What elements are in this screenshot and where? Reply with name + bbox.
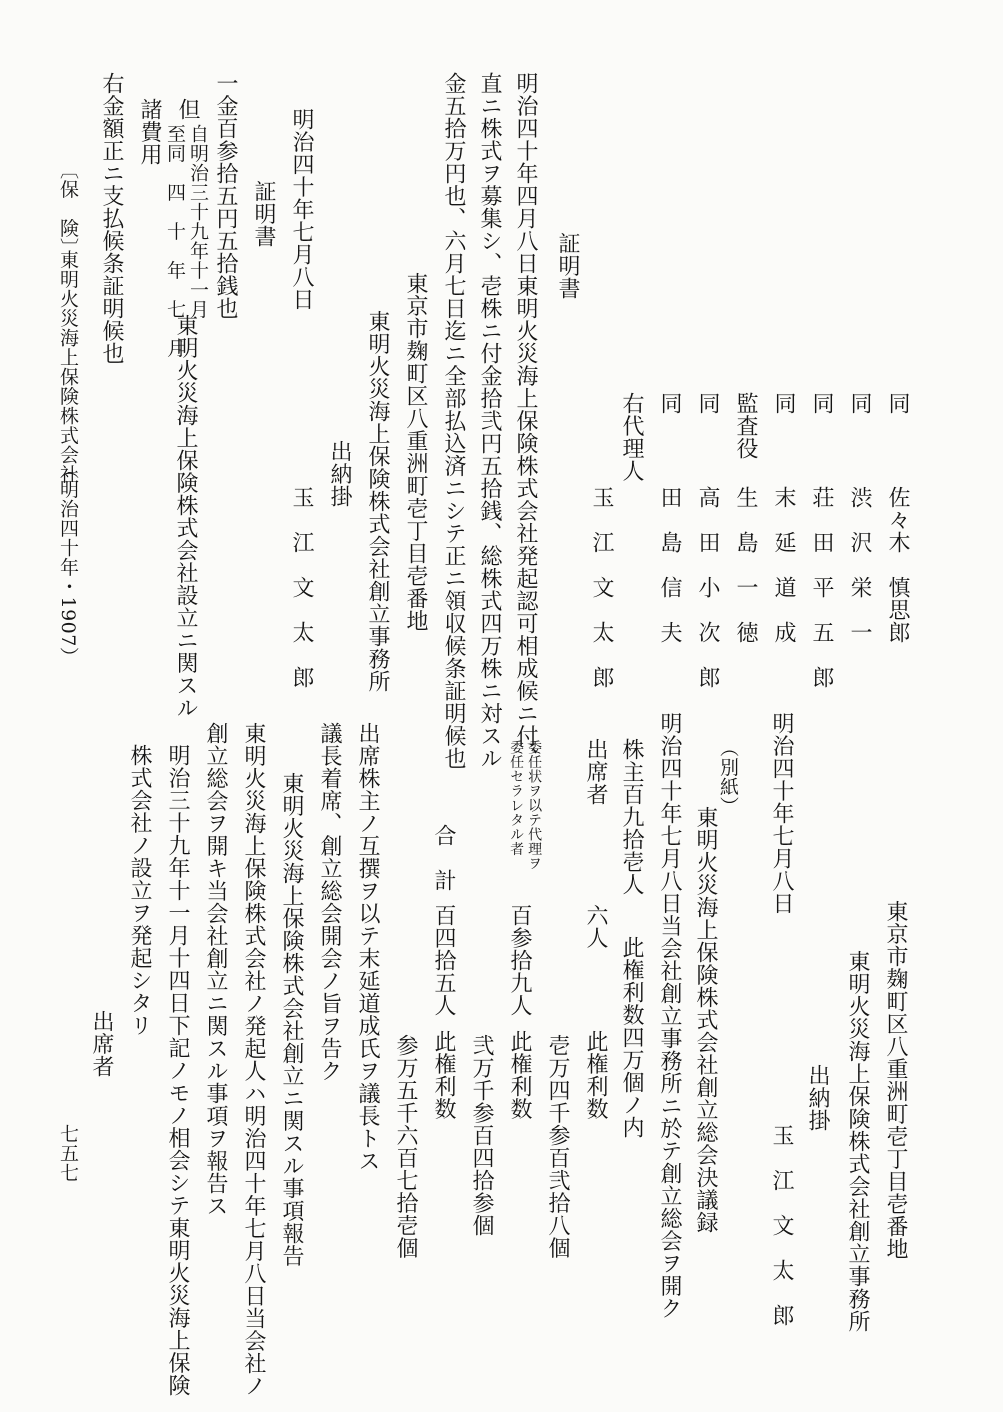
member-role: 同 bbox=[847, 392, 872, 415]
meeting-line: 明治四十年七月八日当会社創立事務所ニ於テ創立総会ヲ開ク bbox=[657, 712, 682, 1320]
report-line: 明治三十九年十一月十四日下記ノモノ相会シテ東明火災海上保険 bbox=[165, 744, 190, 1397]
certificate-company: 東明火災海上保険株式会社創立事務所 bbox=[365, 310, 390, 693]
footer-label: 〔保 険〕 bbox=[57, 160, 79, 258]
proxy-label-line: 委任セラレタル者 bbox=[508, 740, 525, 856]
office-company: 東明火災海上保険株式会社創立事務所 bbox=[845, 950, 870, 1333]
member-name: 荘 田 平 五 郎 bbox=[809, 486, 834, 689]
certificate-body-line: 直ニ株式ヲ募集シ、壱株ニ付金拾弐円五拾銭、総株式四万株ニ対スル bbox=[477, 72, 502, 770]
member-role: 同 bbox=[657, 392, 682, 415]
shareholders-rights: 此権利数四万個ノ内 bbox=[619, 936, 644, 1139]
office-address: 東京市麹町区八重洲町壱丁目壱番地 bbox=[883, 900, 908, 1260]
footer-company: 東明火災海上保険株式会社 bbox=[57, 250, 79, 484]
total-label: 合 計 bbox=[431, 824, 456, 892]
certificate-proviso: 但 bbox=[175, 98, 200, 121]
member-name: 佐々木 慎思郎 bbox=[885, 486, 910, 644]
member-role: 同 bbox=[809, 392, 834, 415]
member-name: 末 延 道 成 bbox=[771, 486, 796, 644]
member-name: 高 田 小 次 郎 bbox=[695, 486, 720, 689]
annex-label: （別紙） bbox=[717, 738, 739, 816]
attendees-count: 六人 bbox=[583, 904, 608, 949]
member-name: 生 島 一 徳 bbox=[733, 486, 758, 644]
proxy-label-line: 委任状ヲ以テ代理ヲ bbox=[526, 740, 543, 871]
certificate-role: 出納掛 bbox=[327, 440, 352, 508]
open-line: 議長着席、創立総会開会ノ旨ヲ告ク bbox=[317, 722, 342, 1082]
agent-role: 右代理人 bbox=[619, 392, 644, 482]
document-date: 明治四十年七月八日 bbox=[769, 712, 794, 915]
shareholders-count: 株主百九拾壱人 bbox=[619, 738, 644, 896]
document-signer: 玉 江 文 太 郎 bbox=[769, 1124, 794, 1327]
report-line: 創立総会ヲ開キ当会社創立ニ関スル事項ヲ報告ス bbox=[203, 722, 228, 1217]
member-role: 同 bbox=[771, 392, 796, 415]
certificate-title: 証明書 bbox=[251, 180, 276, 248]
certificate-body-line: 明治四十年四月八日東明火災海上保険株式会社発起認可相成候ニ付、 bbox=[513, 72, 538, 770]
certificate-signer: 玉 江 文 太 郎 bbox=[289, 486, 314, 689]
certificate-title: 証明書 bbox=[555, 232, 580, 300]
minutes-title: 東明火災海上保険株式会社創立総会決議録 bbox=[693, 806, 718, 1234]
certificate-purpose: 東明火災海上保険株式会社設立ニ関スル bbox=[173, 314, 198, 719]
page-number: 七五七 bbox=[57, 1124, 79, 1183]
member-role: 同 bbox=[695, 392, 720, 415]
attendees-rights-label: 此権利数 bbox=[583, 1030, 608, 1120]
member-name: 田 島 信 夫 bbox=[657, 486, 682, 644]
proxy-rights: 弐万千参百四拾参個 bbox=[469, 1034, 494, 1237]
member-role: 同 bbox=[885, 392, 910, 415]
office-role: 出納掛 bbox=[805, 1064, 830, 1132]
certificate-amount: 一金百参拾五円五拾銭也 bbox=[213, 72, 238, 320]
certificate-fees: 諸費用 bbox=[137, 98, 162, 166]
footer-year: （明治四十年・1907） bbox=[57, 460, 79, 667]
certificate-closing: 右金額正ニ支払候条証明候也 bbox=[99, 72, 124, 365]
certificate-date: 明治四十年七月八日 bbox=[289, 108, 314, 311]
report-line: 東明火災海上保険株式会社ノ発起人ハ明治四十年七月八日当会社ノ bbox=[241, 722, 266, 1397]
certificate-period-from: 自明治三十九年十一月 bbox=[187, 124, 209, 319]
certificate-body-line: 金五拾万円也、六月七日迄ニ全部払込済ニシテ正ニ領収候条証明候也 bbox=[441, 72, 466, 770]
chair-line: 出席株主ノ互撰ヲ以テ末延道成氏ヲ議長トス bbox=[355, 722, 380, 1172]
certificate-address: 東京市麹町区八重洲町壱丁目壱番地 bbox=[403, 272, 428, 632]
report-line: 株式会社ノ設立ヲ発起シタリ bbox=[127, 744, 152, 1037]
agent-name: 玉 江 文 太 郎 bbox=[589, 486, 614, 689]
total-rights: 参万五千六百七拾壱個 bbox=[393, 1034, 418, 1259]
proxy-count: 百参拾九人 bbox=[507, 904, 532, 1017]
member-name: 渋 沢 栄 一 bbox=[847, 486, 872, 644]
attendees-rights: 壱万四千参百弐拾八個 bbox=[545, 1034, 570, 1259]
proxy-rights-label: 此権利数 bbox=[507, 1030, 532, 1120]
attendees-label: 出席者 bbox=[583, 738, 608, 806]
total-count: 百四拾五人 bbox=[431, 904, 456, 1017]
certificate-period-to: 至同 四 十 年 七 月 bbox=[164, 124, 186, 358]
member-role: 監査役 bbox=[733, 392, 758, 460]
report-title: 東明火災海上保険株式会社創立ニ関スル事項報告 bbox=[279, 772, 304, 1267]
total-rights-label: 此権利数 bbox=[431, 1030, 456, 1120]
attendees-label-2: 出席者 bbox=[89, 1010, 114, 1078]
